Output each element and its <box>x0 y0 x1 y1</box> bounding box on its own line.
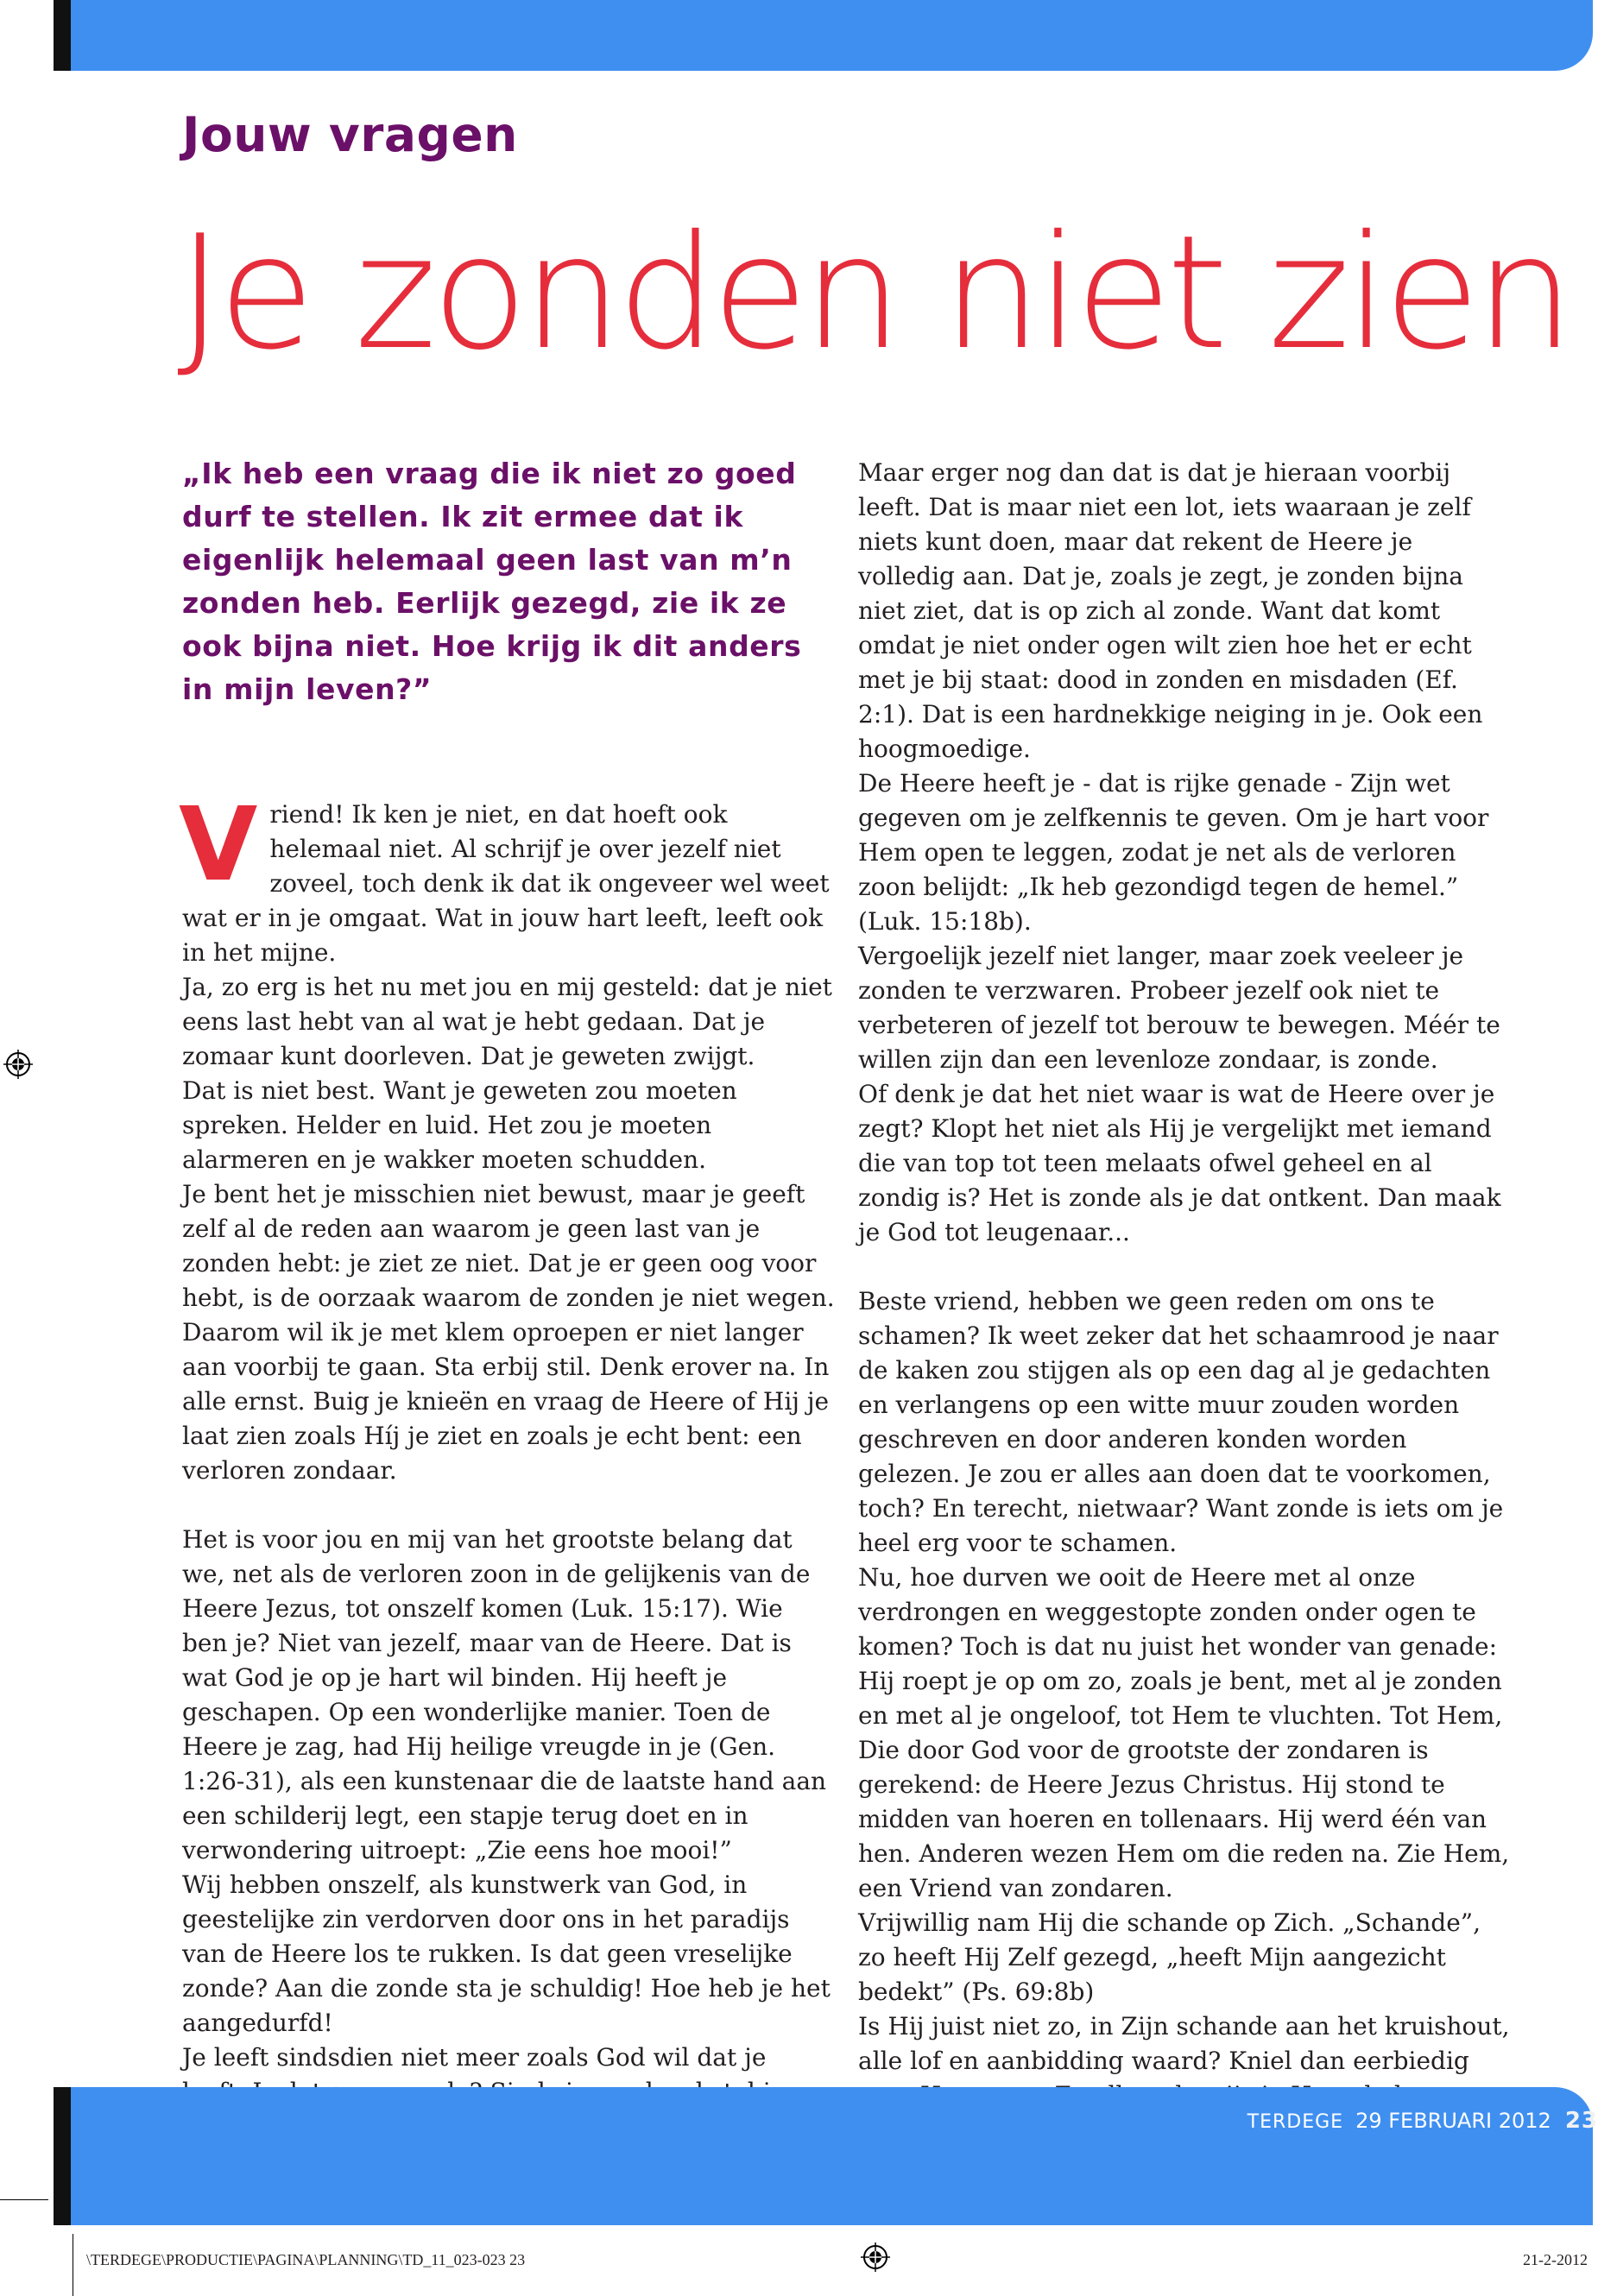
paragraph-spacer <box>858 1250 1512 1284</box>
section-label: Jouw vragen <box>182 107 518 162</box>
article-paragraph: Het is voor jou en mij van het grootste belang dat we, net als de verloren zoon in de gelijkenis van de Heere Jezus, tot onszelf komen (Luk. 15:17). Wie ben je? Niet van jezelf, maar van de Heere. Dat is wat God je op je hart wil binden. Hij heeft je geschapen. Op een wonderlijke manier. Toen de Heere je zag, had Hij heilige vreugde in je (Gen. 1:26-31), als een kunstenaar die de laatste hand aan een schilderij legt, een stapje terug doet en in verwondering uitroept: „Zie eens hoe mooi!” <box>182 1525 827 1864</box>
article-paragraph: Je bent het je misschien niet bewust, maar je geeft zelf al de reden aan waarom je geen last van je zonden hebt: je ziet ze niet. Dat je er geen oog voor hebt, is de oorzaak waarom de zonden je niet wegen. <box>182 1180 835 1312</box>
article-paragraph: De Heere heeft je - dat is rijke genade - Zijn wet gegeven om je zelfkennis te geven. Om je hart voor Hem open te leggen, zodat je net als de verloren zoon belijdt: „Ik heb gezondigd tegen de hemel.” (Luk. 15:18b). <box>858 769 1489 936</box>
top-color-band <box>54 0 1593 71</box>
print-slug-path: \TERDEGE\PRODUCTIE\PAGINA\PLANNING\TD_11_023-023 23 <box>86 2251 526 2268</box>
article-paragraph: Maar erger nog dan dat is dat je hieraan voorbij leeft. Dat is maar niet een lot, iets waaraan je zelf niets kunt doen, maar dat rekent de Heere je volledig aan. Dat je, zoals je zegt, je zonden bijna niet ziet, dat is op zich al zonde. Want dat komt omdat je niet onder ogen wilt zien hoe het er echt met je bij staat: dood in zonden en misdaden (Ef. 2:1). Dat is een hardnekkige neiging in je. Ook een hoogmoedige. <box>858 458 1483 763</box>
page-number: 23 <box>1564 2108 1598 2134</box>
paragraph-text: riend! Ik ken je niet, en dat hoeft ook helemaal niet. Al schrijf je over jezelf niet zoveel, toch denk ik dat ik ongeveer wel weet wat er in je omgaat. Wat in jouw hart leeft, leeft ook in het mijne. <box>182 800 830 967</box>
drop-cap: V <box>179 785 258 904</box>
article-paragraph: Vergoelijk jezelf niet langer, maar zoek veeleer je zonden te verzwaren. Probeer jezelf ook niet te verbeteren of jezelf tot berouw te bewegen. Méér te willen zijn dan een levenloze zondaar, is zonde. <box>858 942 1500 1074</box>
page-title: Je zonden niet zien <box>177 201 1570 384</box>
article-paragraph: Nu, hoe durven we ooit de Heere met al onze verdrongen en weggestopte zonden onder ogen te komen? Toch is dat nu juist het wonder van genade: Hij roept je op om zo, zoals je bent, met al je zonden en met al je ongeloof, tot Hem te vluchten. Tot Hem, Die door God voor de grootste der zondaren is gerekend: de Heere Jezus Christus. Hij stond te midden van hoeren en tollenaars. Hij werd één van hen. Anderen wezen Hem om die reden na. Zie Hem, een Vriend van zondaren. <box>858 1563 1510 1902</box>
article-paragraph: Is Hij juist niet zo, in Zijn schande aan het kruishout, alle lof en aanbidding waard? Kniel dan eerbiedig <box>858 2012 1510 2075</box>
paragraph-spacer <box>182 1488 836 1523</box>
article-paragraph: Ja, zo erg is het nu met jou en mij gesteld: dat je niet eens last hebt van al wat je hebt gedaan. Dat je zomaar kunt doorleven. Dat je geweten zwijgt. <box>182 973 832 1070</box>
top-black-strip <box>54 0 71 71</box>
footer-folio <box>1247 2108 1598 2134</box>
article-paragraph: Daarom wil ik je met klem oproepen er niet langer aan voorbij te gaan. Sta erbij stil. Denk erover na. In alle ernst. Buig je knieën en vraag de Heere of Hij je laat zien zoals Híj je ziet en zoals je echt bent: een verloren zondaar. <box>182 1318 830 1485</box>
issue-date: 29 FEBRUARI 2012 <box>1355 2109 1551 2133</box>
publication-name: TERDEGE <box>1247 2111 1344 2133</box>
article-paragraph: Beste vriend, hebben we geen reden om ons te schamen? Ik weet zeker dat het schaamrood je naar de kaken zou stijgen als op een dag al je gedachten en verlangens op een witte muur zouden worden geschreven en door anderen konden worden gelezen. Je zou er alles aan doen dat te voorkomen, toch? En terecht, nietwaar? Want zonde is iets om je heel erg voor te schamen. <box>858 1287 1504 1557</box>
registration-mark-icon <box>3 1050 33 1079</box>
crop-mark <box>0 2199 48 2200</box>
article-column-left <box>179 785 836 2179</box>
registration-mark-icon <box>861 2242 890 2272</box>
bottom-black-strip <box>54 2087 71 2225</box>
reader-question: „Ik heb een vraag die ik niet zo goed durf te stellen. Ik zit ermee dat ik eigenlijk helemaal geen last van m’n zonden heb. Eerlijk gezegd, zie ik ze ook bijna niet. Hoe krijg ik dit anders in mijn leven?” <box>182 457 802 706</box>
article-column-right <box>858 456 1512 2217</box>
article-paragraph: Of denk je dat het niet waar is wat de Heere over je zegt? Klopt het niet als Hij je vergelijkt met iemand die van top tot teen melaats ofwel geheel en al zondig is? Het is zonde als je dat ontkent. Dan maak je God tot leugenaar... <box>858 1080 1501 1246</box>
print-slug-date: 21-2-2012 <box>1523 2251 1588 2268</box>
article-paragraph: Dat is niet best. Want je geweten zou moeten spreken. Helder en luid. Het zou je moeten alarmeren en je wakker moeten schudden. <box>182 1076 737 1174</box>
article-paragraph: Wij hebben onszelf, als kunstwerk van God, in geestelijke zin verdorven door ons in het paradijs van de Heere los te rukken. Is dat geen vreselijke zonde? Aan die zonde sta je schuldig! Hoe heb je het aangedurfd! <box>182 1870 831 2037</box>
article-paragraph: Je leeft sindsdien niet meer zoals God wil dat je <box>182 2043 767 2072</box>
article-paragraph: Vrijwillig nam Hij die schande op Zich. „Schande”, zo heeft Hij Zelf gezegd, „heeft Mijn aangezicht bedekt” (Ps. 69:8b) <box>858 1908 1481 2006</box>
article-paragraph <box>179 785 836 970</box>
